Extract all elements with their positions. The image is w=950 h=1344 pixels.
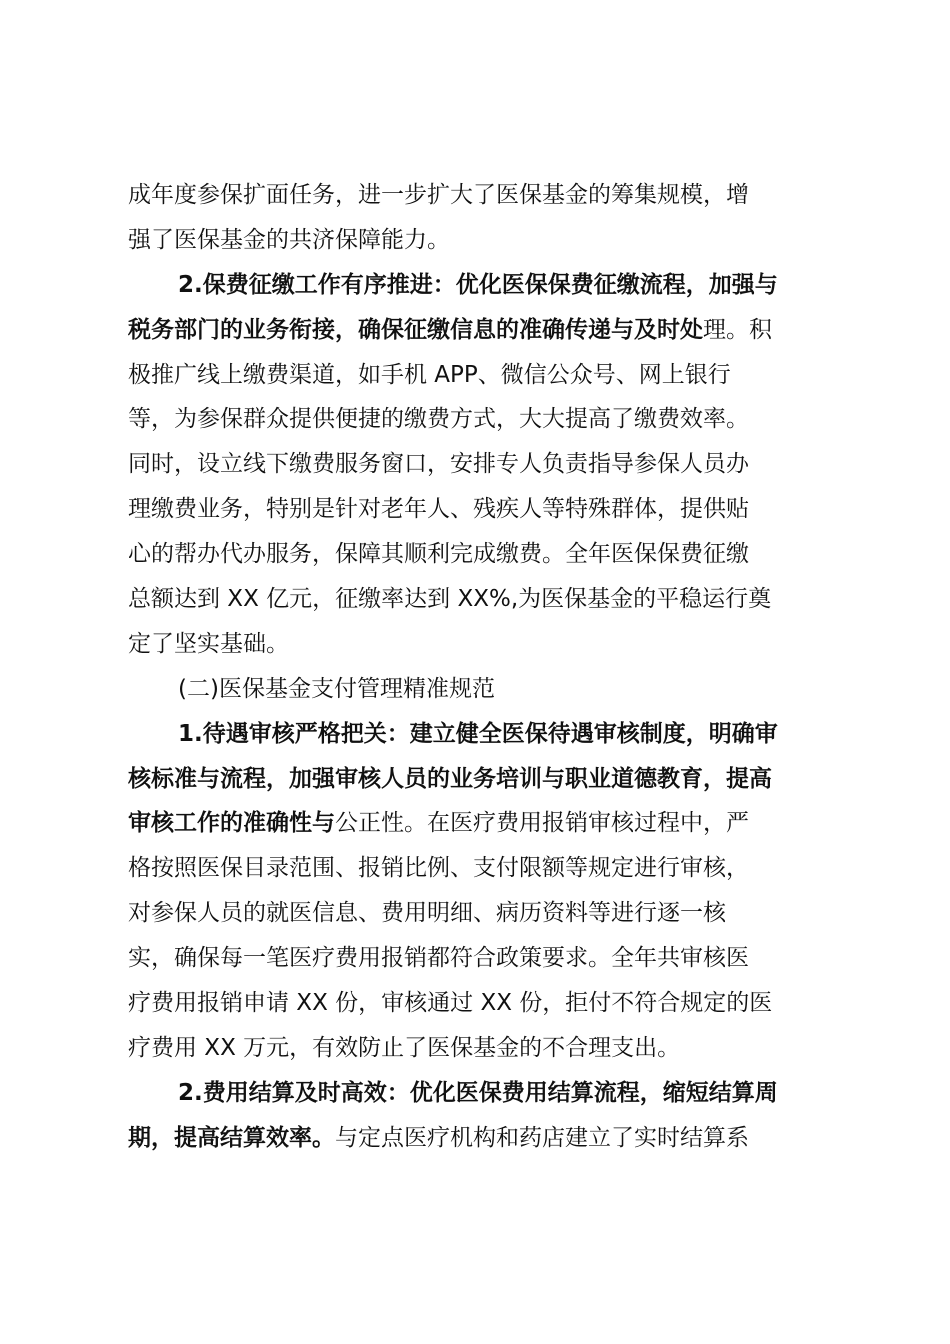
text-run: 总额达到 XX 亿元，征缴率达到 XX%,为医保基金的平稳运行奠 [128,586,772,613]
document-body [128,173,828,1161]
text-run: 实，确保每一笔医疗费用报销都符合政策要求。全年共审核医 [128,945,749,972]
text-line [128,442,828,487]
text-run: 公正性。在医疗费用报销审核过程中，严 [335,810,749,837]
text-line [128,577,828,622]
bold-run: 期，提高结算效率。 [128,1124,335,1151]
bold-run: 1.待遇审核严格把关：建立健全医保待遇审核制度，明确审 [178,720,778,747]
text-line [128,487,828,532]
text-run: 对参保人员的就医信息、费用明细、病历资料等进行逐一核 [128,900,726,927]
bold-run: 审核工作的准确性与 [128,810,335,837]
text-line [128,397,828,442]
text-run: 理。积 [703,316,772,343]
text-line [128,757,828,802]
text-run: (二)医保基金支付管理精准规范 [178,675,495,702]
text-line [128,308,828,353]
bold-run: 2.费用结算及时高效：优化医保费用结算流程，缩短结算周 [178,1079,778,1106]
text-run: 心的帮办代办服务，保障其顺利完成缴费。全年医保保费征缴 [128,541,749,568]
text-run: 与定点医疗机构和药店建立了实时结算系 [335,1124,749,1151]
text-run: 等，为参保群众提供便捷的缴费方式，大大提高了缴费效率。 [128,406,749,433]
text-line [128,532,828,577]
paragraph-heading-line [128,263,828,308]
text-line [128,801,828,846]
text-line [128,936,828,981]
paragraph-heading-line [128,1071,828,1116]
section-heading-line [128,667,828,712]
text-line [128,622,828,667]
text-line [128,218,828,263]
text-run: 极推广线上缴费渠道，如手机 APP、微信公众号、网上银行 [128,361,731,388]
text-run: 同时，设立线下缴费服务窗口，安排专人负责指导参保人员办 [128,451,749,478]
text-run: 理缴费业务，特别是针对老年人、残疾人等特殊群体，提供贴 [128,496,749,523]
text-run: 疗费用报销申请 XX 份，审核通过 XX 份，拒付不符合规定的医 [128,990,773,1017]
text-line [128,1026,828,1071]
text-run: 定了坚实基础。 [128,630,289,657]
text-run: 格按照医保目录范围、报销比例、支付限额等规定进行审核， [128,855,749,882]
bold-run: 2.保费征缴工作有序推进：优化医保保费征缴流程，加强与 [178,271,778,298]
bold-run: 税务部门的业务衔接，确保征缴信息的准确传递与及时处 [128,316,703,343]
text-run: 强了医保基金的共济保障能力。 [128,226,450,253]
text-run: 疗费用 XX 万元，有效防止了医保基金的不合理支出。 [128,1034,681,1061]
text-line [128,173,828,218]
text-line [128,981,828,1026]
text-line [128,353,828,398]
text-line [128,891,828,936]
text-line [128,846,828,891]
paragraph-heading-line [128,712,828,757]
text-line [128,1116,828,1161]
text-run: 成年度参保扩面任务，进一步扩大了医保基金的筹集规模，增 [128,182,749,208]
bold-run: 核标准与流程，加强审核人员的业务培训与职业道德教育，提高 [128,765,772,792]
